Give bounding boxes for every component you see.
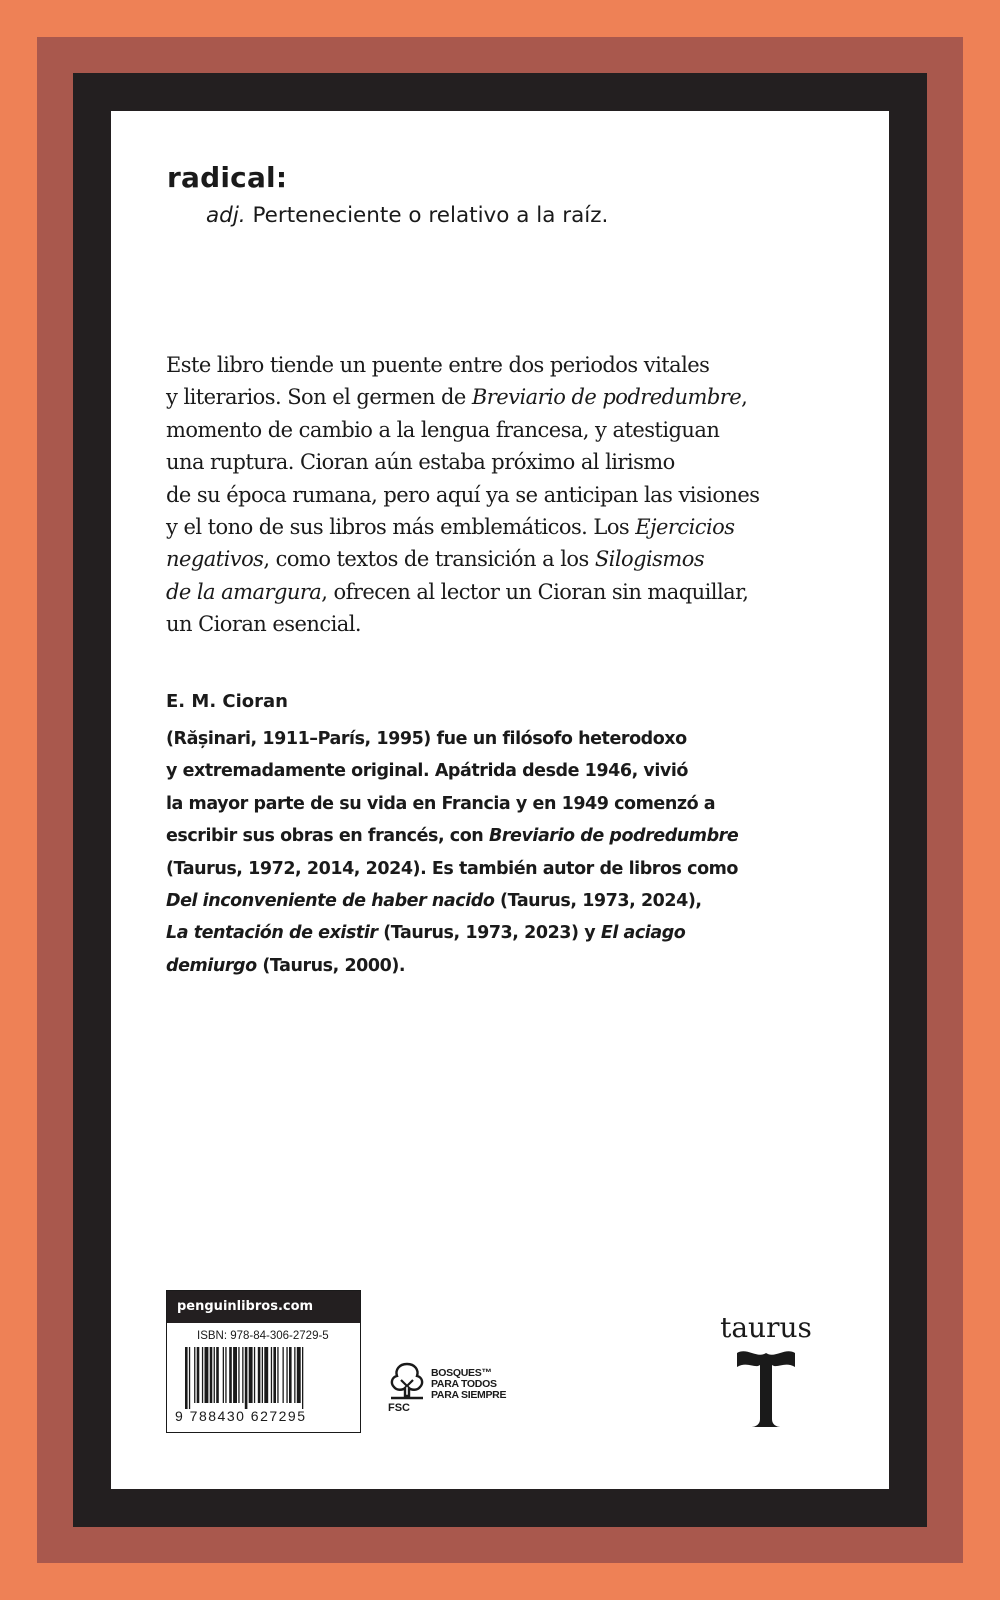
blurb-line: de su época rumana, pero aquí ya se anticipan las visiones xyxy=(166,482,760,507)
barcode-bar xyxy=(225,1347,226,1403)
bio-line: demiurgo (Taurus, 2000). xyxy=(166,955,406,976)
barcode-bar xyxy=(233,1347,237,1403)
blurb-line: y literarios. Son el germen de Breviario de podredumbre, xyxy=(166,385,748,410)
barcode-bar xyxy=(286,1347,287,1403)
barcode-bar xyxy=(214,1347,215,1403)
barcode-bar xyxy=(264,1347,268,1403)
barcode-bar xyxy=(294,1347,295,1403)
barcode-bar xyxy=(249,1347,253,1403)
barcode-bar xyxy=(297,1347,301,1403)
barcode-bar xyxy=(302,1347,303,1409)
fsc-slogan xyxy=(431,1368,506,1401)
bio-line: La tentación de existir (Taurus, 1973, 2023) y El aciago xyxy=(166,923,686,944)
publisher-logo xyxy=(701,1311,831,1441)
barcode-bar xyxy=(189,1347,190,1409)
fsc-tree-icon xyxy=(385,1358,429,1402)
definition-pos: adj. xyxy=(206,203,246,228)
book-title: Silogismos xyxy=(594,547,705,572)
book-blurb xyxy=(166,349,886,641)
bio-line: (Taurus, 1972, 2014, 2024). Es también autor de libros como xyxy=(166,858,739,879)
blurb-line: Este libro tiende un puente entre dos periodos vitales xyxy=(166,353,710,377)
barcode-bar xyxy=(185,1347,188,1409)
blurb-line: momento de cambio a la lengua francesa, y atestiguan xyxy=(166,417,720,442)
barcode-bar xyxy=(262,1347,263,1403)
book-title: negativos xyxy=(166,547,264,572)
definition-term: radical: xyxy=(167,161,288,194)
taurus-t-logo-icon xyxy=(735,1349,797,1429)
barcode-icon xyxy=(177,1347,349,1409)
barcode-bar xyxy=(216,1347,219,1403)
definition-line xyxy=(206,203,608,228)
fsc-label: FSC xyxy=(388,1402,410,1414)
barcode-bar xyxy=(202,1347,203,1403)
barcode-bar xyxy=(205,1347,209,1403)
barcode-bar xyxy=(245,1347,248,1409)
fsc-slogan-line: BOSQUES™ xyxy=(431,1367,492,1379)
definition-text: Perteneciente o relativo a la raíz. xyxy=(252,203,609,228)
book-title: Del inconveniente de haber nacido xyxy=(166,891,495,912)
blurb-line: una ruptura. Cioran aún estaba próximo al lirismo xyxy=(166,450,675,475)
book-title: Breviario de podredumbre xyxy=(471,385,742,410)
barcode-block xyxy=(166,1290,361,1433)
fsc-badge xyxy=(385,1358,535,1428)
book-title: demiurgo xyxy=(166,955,257,976)
bio-line: Del inconveniente de haber nacido (Taurus, 1973, 2024), xyxy=(166,891,702,912)
bio-line: y extremadamente original. Apátrida desde 1946, vivió xyxy=(166,761,689,782)
fsc-slogan-line: PARA TODOS xyxy=(431,1378,497,1390)
blurb-line: de la amargura, ofrecen al lector un Cioran sin maquillar, xyxy=(166,579,749,604)
publisher-wordmark: taurus xyxy=(720,1311,812,1344)
barcode-bar xyxy=(273,1347,276,1403)
author-bio xyxy=(166,723,886,982)
barcode-bar xyxy=(271,1347,272,1403)
book-title: Breviario de podredumbre xyxy=(488,826,739,847)
bio-line: escribir sus obras en francés, con Breviario de podredumbre xyxy=(166,826,739,847)
barcode-bar xyxy=(242,1347,243,1403)
bio-line: la mayor parte de su vida en Francia y en 1949 comenzó a xyxy=(166,793,716,814)
website-label[interactable]: penguinlibros.com xyxy=(167,1291,360,1323)
blurb-line: negativos, como textos de transición a los Silogismos xyxy=(166,547,705,572)
barcode-bar xyxy=(289,1347,292,1403)
barcode-bar xyxy=(258,1347,261,1403)
barcode-bar xyxy=(223,1347,224,1403)
book-title: de la amargura xyxy=(166,579,322,604)
barcode-bar xyxy=(283,1347,284,1403)
blurb-line: un Cioran esencial. xyxy=(166,612,362,637)
book-title: La tentación de existir xyxy=(166,923,378,944)
isbn-text: ISBN: 978-84-306-2729-5 xyxy=(197,1330,329,1342)
barcode-bar xyxy=(229,1347,232,1403)
barcode-bar xyxy=(194,1347,195,1403)
barcode-bar xyxy=(277,1347,278,1403)
ean-digits: 9 788430 627295 xyxy=(175,1408,307,1424)
fsc-slogan-line: PARA SIEMPRE xyxy=(431,1389,507,1401)
barcode-bar xyxy=(238,1347,239,1403)
bio-line: (Rășinari, 1911–París, 1995) fue un filósofo heterodoxo xyxy=(166,729,687,749)
back-cover-panel xyxy=(111,111,889,1489)
blurb-line: y el tono de sus libros más emblemáticos. Los Ejercicios xyxy=(166,515,735,540)
barcode-bar xyxy=(197,1347,200,1403)
barcode-bar xyxy=(210,1347,213,1403)
barcode-bar xyxy=(254,1347,255,1403)
book-title: Ejercicios xyxy=(635,515,735,540)
author-name: E. M. Cioran xyxy=(166,691,289,712)
book-title: El aciago xyxy=(600,923,686,944)
